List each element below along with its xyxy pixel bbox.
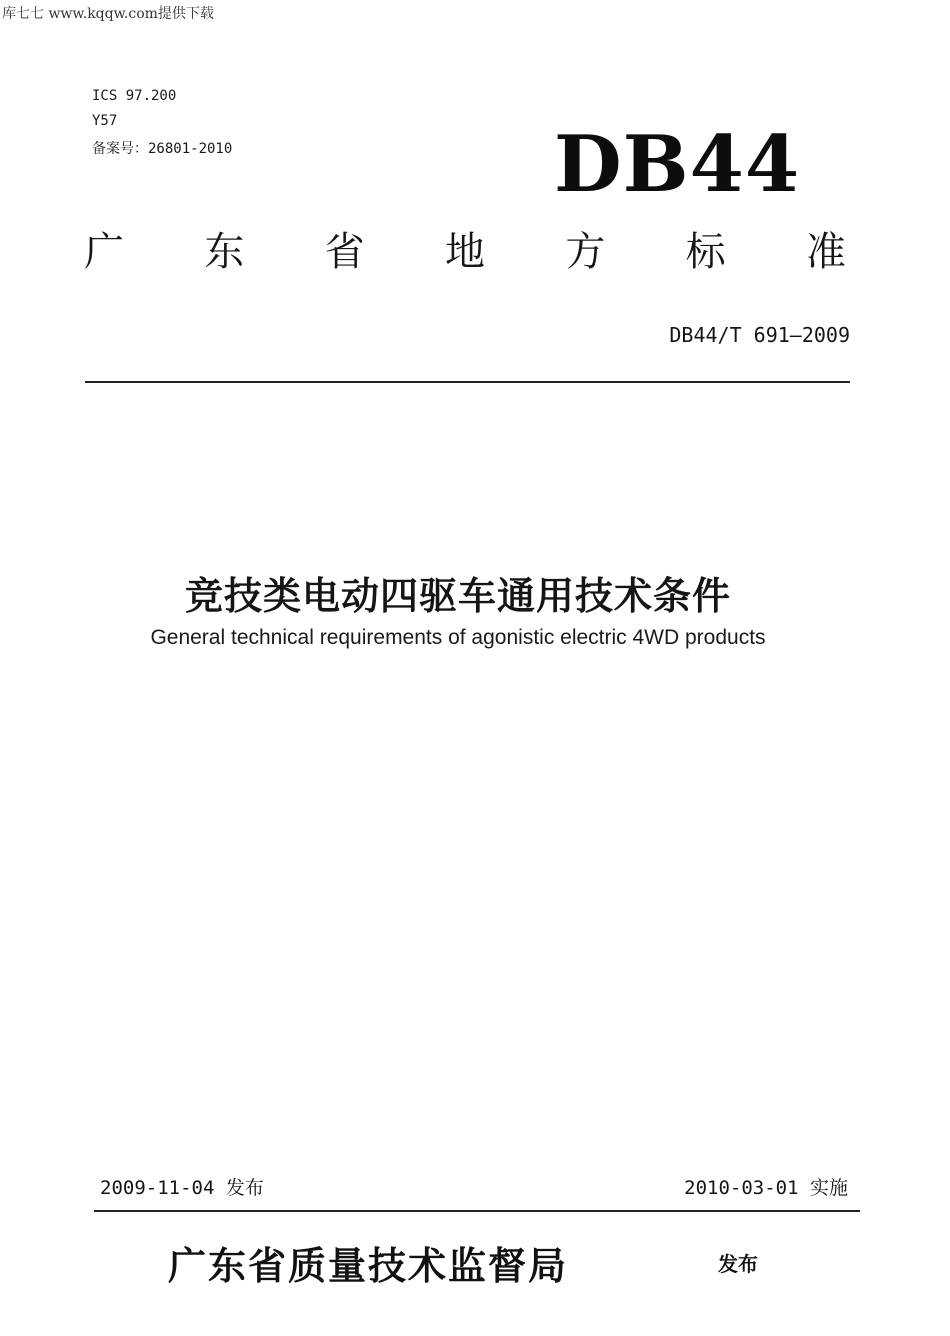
record-number: 备案号：26801-2010 (92, 141, 233, 157)
issuing-authority: 广东省质量技术监督局 (168, 1243, 569, 1288)
title-char: 准 (805, 229, 846, 275)
publish-date: 2009-11-04 发布 (100, 1177, 264, 1199)
provincial-standard-title (84, 229, 846, 275)
issue-label: 发布 (718, 1252, 758, 1276)
title-char: 方 (565, 229, 606, 275)
bottom-divider (94, 1210, 860, 1212)
top-divider (85, 381, 850, 383)
standard-mark: DB44 (554, 119, 801, 210)
title-char: 地 (444, 229, 485, 275)
effective-date: 2010-03-01 实施 (684, 1177, 848, 1199)
watermark-text: 库七七 www.kqqw.com提供下载 (2, 6, 214, 22)
title-char: 东 (204, 229, 245, 275)
document-title-chinese: 竞技类电动四驱车通用技术条件 (184, 574, 731, 618)
standard-code: DB44/T 691—2009 (669, 323, 850, 347)
title-char: 广 (84, 229, 124, 275)
title-char: 标 (685, 229, 726, 275)
document-title-english: General technical requirements of agonistic electric 4WD products (150, 626, 766, 649)
ics-code: ICS 97.200 (92, 88, 177, 104)
title-char: 省 (324, 229, 365, 275)
category-code: Y57 (92, 113, 118, 129)
